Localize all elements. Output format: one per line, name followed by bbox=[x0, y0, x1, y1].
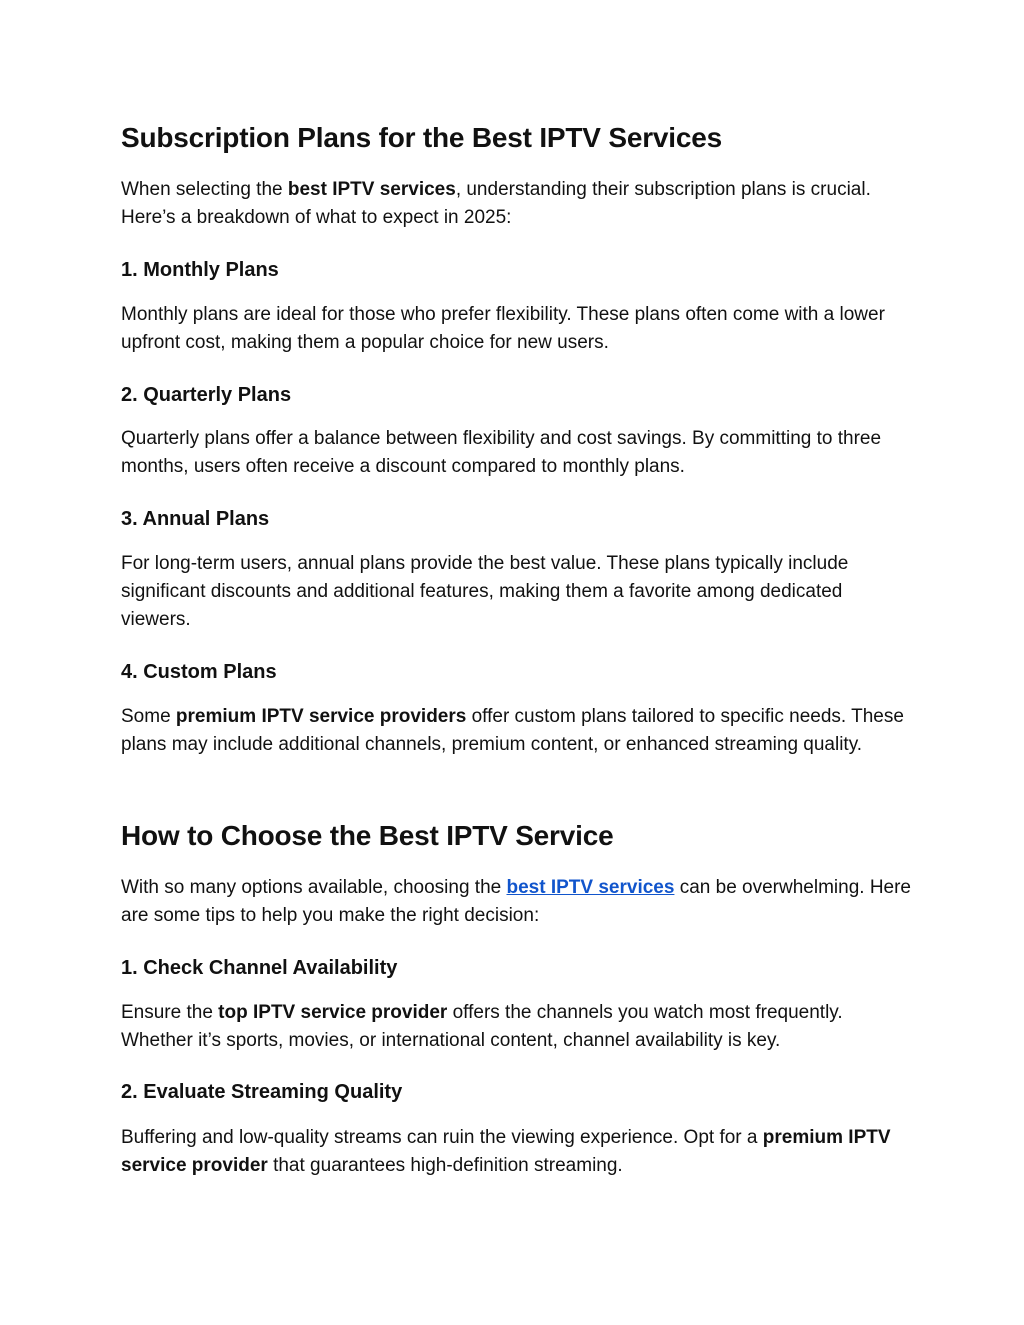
paragraph-monthly-plans: Monthly plans are ideal for those who prefer flexibility. These plans often come with a lower upfront cost, making them a popular choice for new users. bbox=[121, 304, 885, 353]
intro-bold-1: best IPTV services bbox=[287, 179, 456, 200]
paragraph-check-channel-availability bbox=[121, 999, 911, 1055]
heading-custom-plans: 4. Custom Plans bbox=[121, 661, 277, 683]
heading-monthly-plans: 1. Monthly Plans bbox=[121, 259, 279, 281]
heading-quarterly-plans: 2. Quarterly Plans bbox=[121, 384, 292, 406]
choose-text-2: can be overwhelming. Here are some tips to help you make the right decision: bbox=[121, 877, 912, 926]
heading-annual-plans: 3. Annual Plans bbox=[121, 508, 270, 530]
section-title-subscription-plans: Subscription Plans for the Best IPTV Services bbox=[121, 122, 722, 153]
intro-text-1: When selecting the bbox=[121, 179, 288, 200]
heading-evaluate-streaming-quality: 2. Evaluate Streaming Quality bbox=[121, 1081, 403, 1103]
streaming-text-2: that guarantees high-definition streaming. bbox=[267, 1155, 623, 1176]
section-title-how-to-choose: How to Choose the Best IPTV Service bbox=[121, 820, 614, 851]
streaming-text-1: Buffering and low-quality streams can ruin the viewing experience. Opt for a bbox=[121, 1127, 763, 1148]
custom-text-1: Some bbox=[121, 706, 176, 727]
paragraph-custom-plans bbox=[121, 703, 911, 759]
choose-intro-paragraph bbox=[121, 874, 911, 930]
custom-bold-1: premium IPTV service providers bbox=[175, 706, 467, 727]
best-iptv-services-link[interactable]: best IPTV services bbox=[506, 877, 675, 898]
paragraph-annual-plans: For long-term users, annual plans provide the best value. These plans typically include significant discounts and additional features, making them a favorite among dedicated viewers. bbox=[121, 553, 849, 630]
custom-text-2: offer custom plans tailored to specific needs. These plans may include additional channels, premium content, or enhanced streaming quality. bbox=[121, 706, 904, 755]
paragraph-quarterly-plans: Quarterly plans offer a balance between flexibility and cost savings. By committing to three months, users often receive a discount compared to monthly plans. bbox=[121, 428, 882, 477]
channel-bold-1: top IPTV service provider bbox=[218, 1002, 448, 1023]
heading-check-channel-availability: 1. Check Channel Availability bbox=[121, 957, 398, 979]
intro-text-2: , understanding their subscription plans is crucial. Here’s a breakdown of what to expect in 2025: bbox=[121, 179, 871, 228]
channel-text-1: Ensure the bbox=[121, 1002, 219, 1023]
streaming-bold-1: premium IPTV service provider bbox=[121, 1127, 891, 1176]
channel-text-2: offers the channels you watch most frequently. Whether it’s sports, movies, or international content, channel availability is key. bbox=[121, 1002, 843, 1051]
paragraph-evaluate-streaming-quality bbox=[121, 1124, 911, 1180]
choose-text-1: With so many options available, choosing the bbox=[121, 877, 507, 898]
subscription-intro-paragraph bbox=[121, 176, 911, 232]
